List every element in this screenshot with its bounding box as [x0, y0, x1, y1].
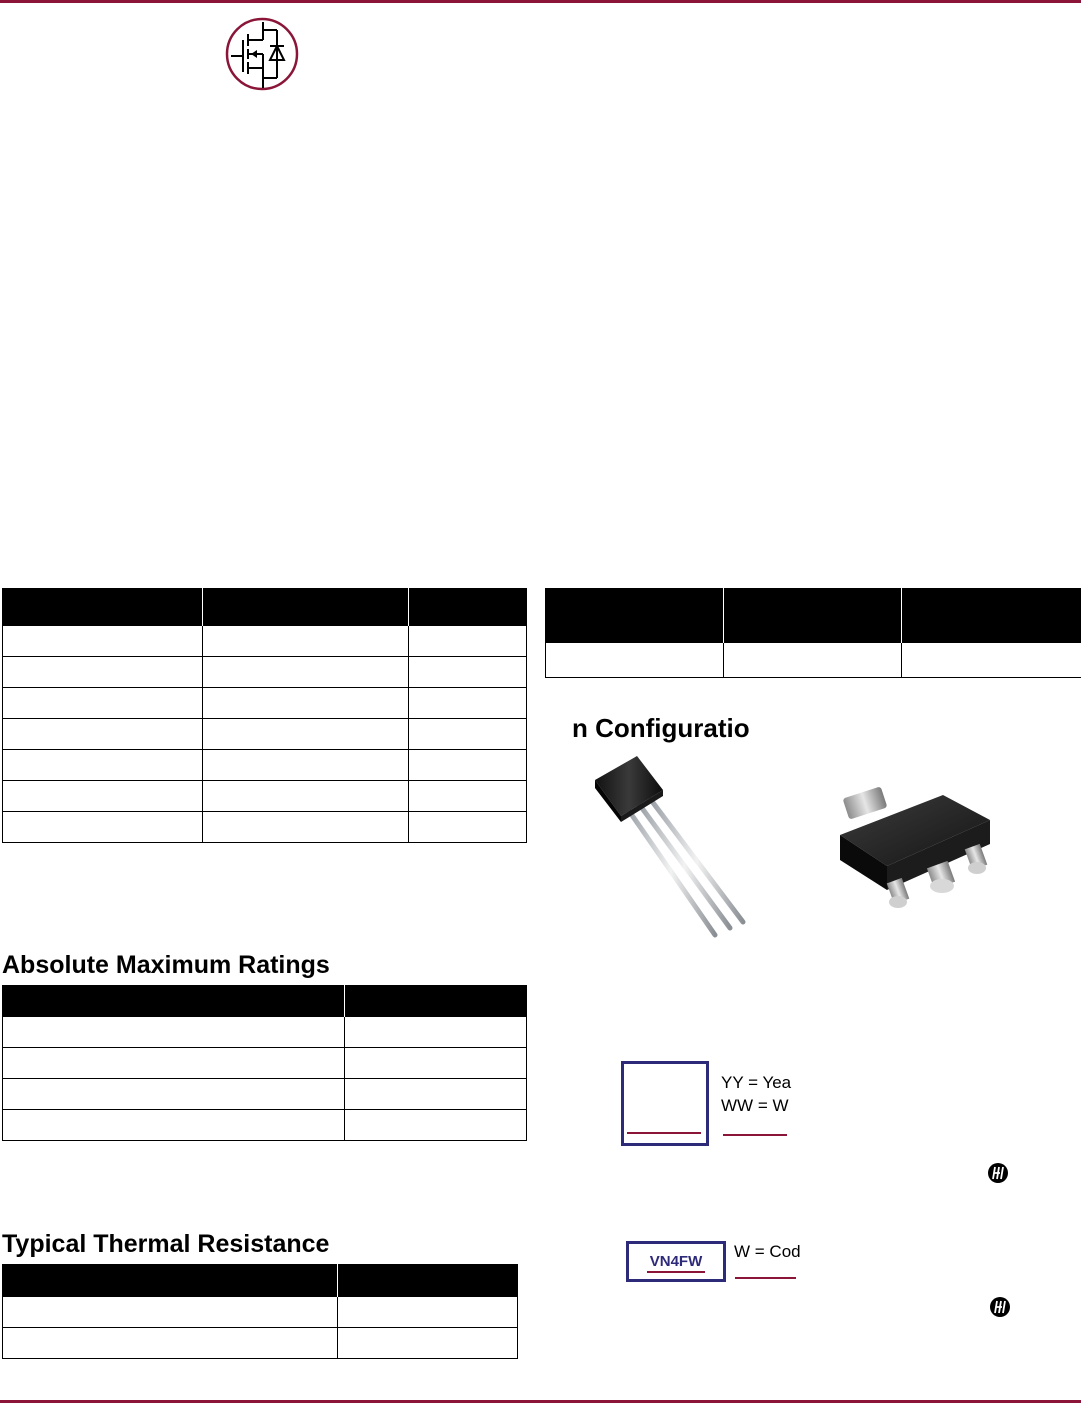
table-header-row — [3, 1264, 518, 1297]
product-table — [2, 588, 527, 843]
legend-line-week: WW = W — [721, 1096, 789, 1115]
table-header-row — [546, 588, 1081, 643]
table-row — [3, 657, 527, 688]
marking-underline — [627, 1132, 701, 1134]
table-row — [3, 688, 527, 719]
table-row — [3, 750, 527, 781]
table-row — [3, 1079, 527, 1110]
legend-underline — [735, 1277, 796, 1279]
absolute-maximum-ratings-heading: Absolute Maximum Ratings — [2, 951, 330, 979]
table-row — [3, 812, 527, 843]
sot89-package-icon — [825, 780, 1005, 920]
legend-underline — [723, 1134, 787, 1136]
table-row — [3, 781, 527, 812]
header-rule — [0, 0, 1081, 3]
company-logo-icon — [989, 1296, 1011, 1318]
table-row — [3, 1017, 527, 1048]
table-row — [3, 719, 527, 750]
table-row — [3, 1110, 527, 1141]
marking-legend-sot89: W = Cod — [734, 1242, 801, 1261]
pin-configuration-heading: n Configuratio — [572, 713, 750, 743]
footer-rule — [0, 1400, 1081, 1403]
table-row — [3, 1297, 518, 1328]
thermal-resistance-table — [2, 1264, 518, 1359]
table-header-row — [3, 588, 527, 626]
absolute-maximum-ratings-table — [2, 985, 527, 1141]
table-row — [3, 1048, 527, 1079]
ordering-table — [545, 588, 1081, 678]
table-row — [546, 643, 1081, 678]
typical-thermal-resistance-heading: Typical Thermal Resistance — [2, 1230, 330, 1258]
marking-code: VN4FW — [649, 1253, 703, 1270]
table-row — [3, 1328, 518, 1359]
marking-code-underline — [647, 1271, 705, 1273]
mosfet-symbol-icon — [225, 16, 299, 92]
table-header-row — [3, 985, 527, 1017]
marking-legend-to92 — [721, 1071, 791, 1117]
marking-box-sot89 — [626, 1241, 726, 1282]
table-row — [3, 626, 527, 657]
company-logo-icon — [987, 1162, 1009, 1184]
to92-package-icon — [575, 750, 760, 950]
legend-line-year: YY = Yea — [721, 1073, 792, 1092]
